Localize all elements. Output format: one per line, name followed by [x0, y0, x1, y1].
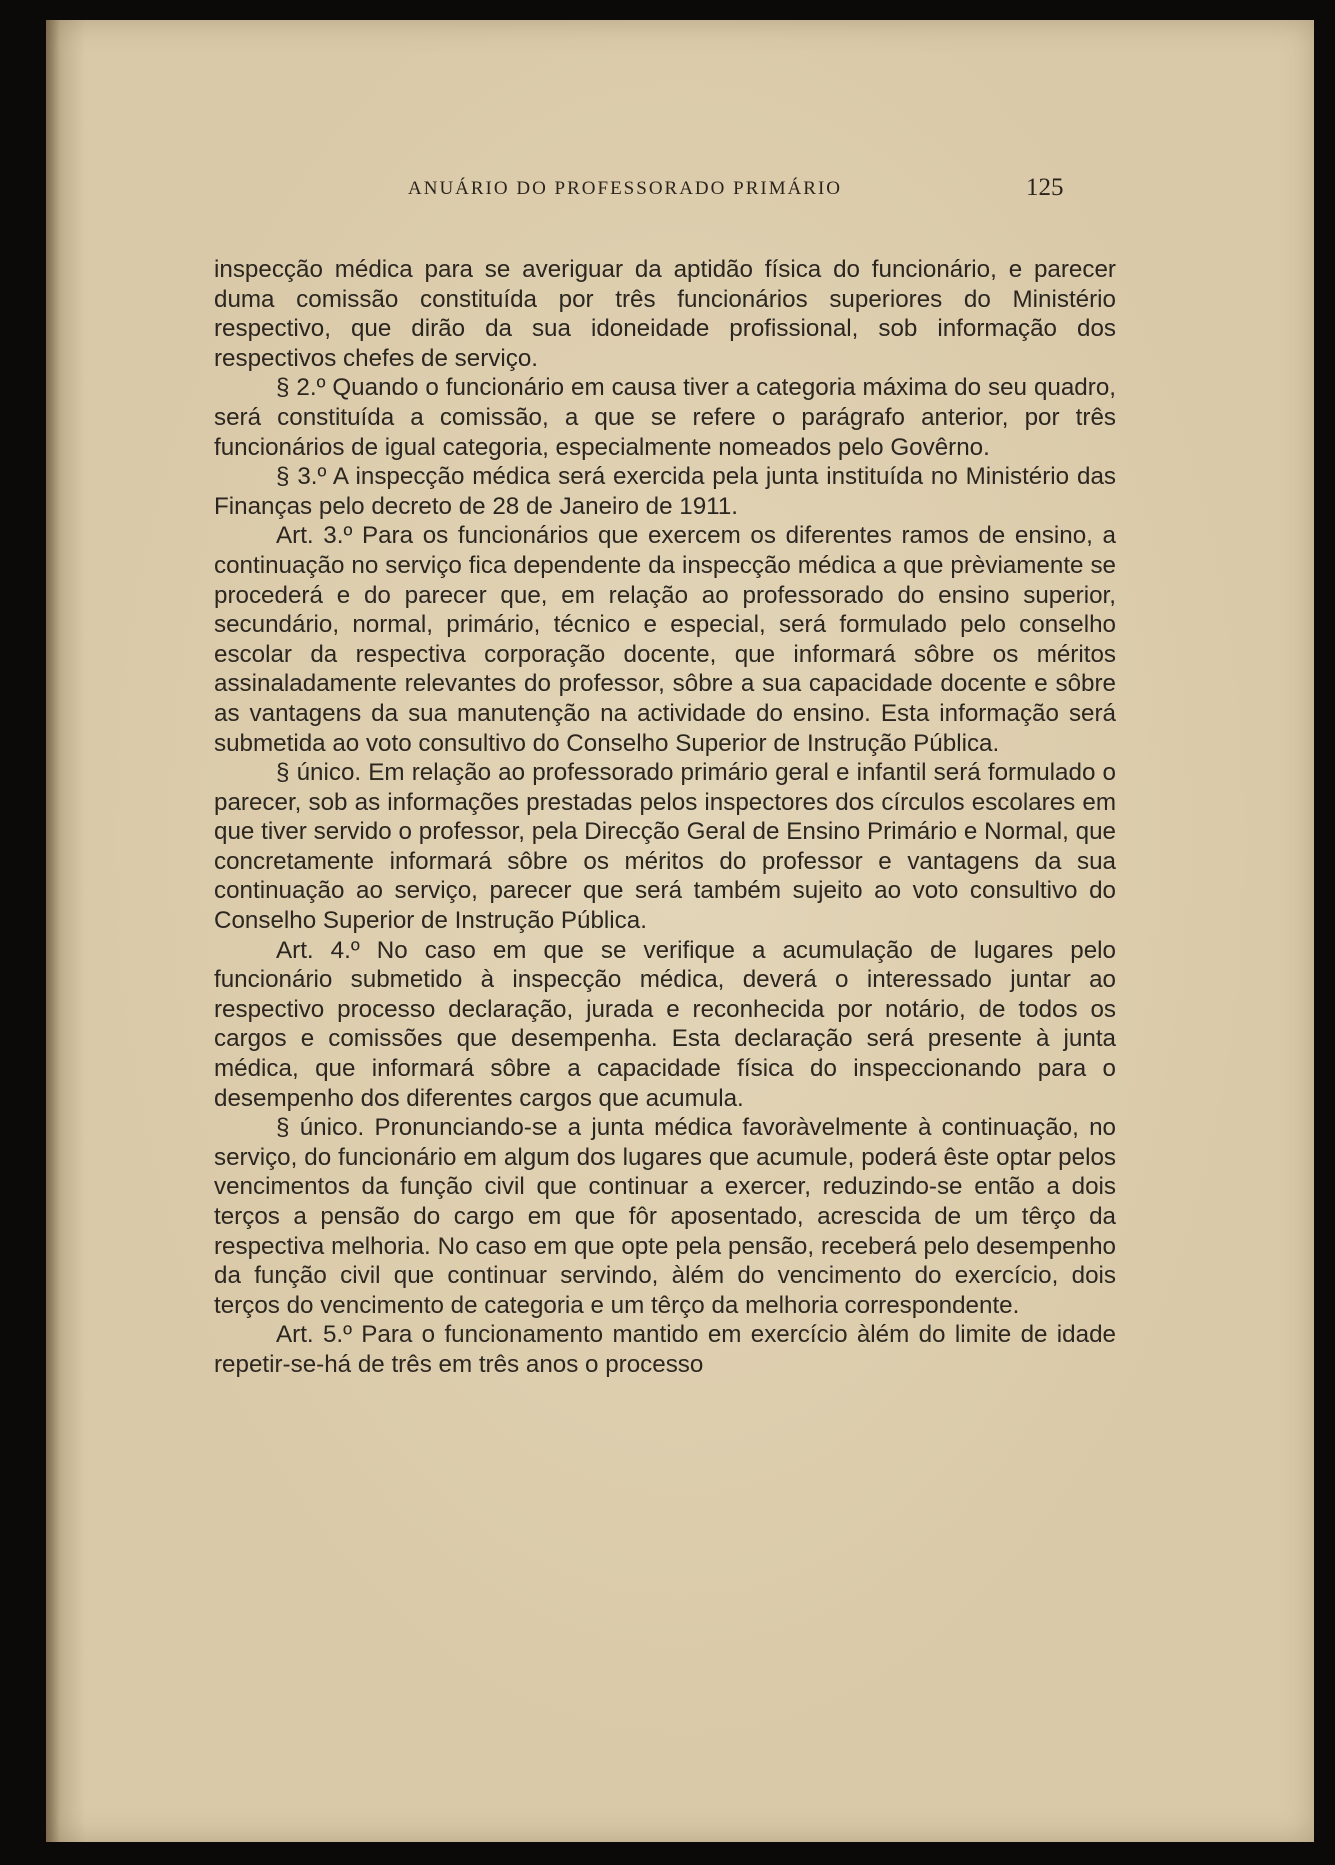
- body-text: [214, 255, 1116, 1380]
- paragraph-3: § 3.º A inspecção médica será exercida pela junta instituída no Ministério das Finanças pelo decreto de 28 de Janeiro de 1911.: [214, 463, 1116, 520]
- page-number: 125: [1026, 174, 1064, 201]
- paragraph-7: § único. Pronunciando-se a junta médica favoràvelmente à continuação, no serviço, do funcionário em algum dos lugares que acumule, poderá êste optar pelos vencimentos da função civil que continuar a exercer, reduzindo-se então a dois terços a pensão do cargo em que fôr aposentado, acrescida de um têrço da respectiva melhoria. No caso em que opte pela pensão, receberá pelo desempenho da função civil que continuar servindo, àlém do vencimento do exercício, dois terços do vencimento de categoria e um têrço da melhoria correspondente.: [214, 1114, 1116, 1319]
- page-header: [46, 170, 1314, 210]
- paragraph-1: inspecção médica para se averiguar da aptidão física do funcionário, e parecer duma comissão constituída por três funcionários superiores do Ministério respectivo, que dirão da sua idoneidade profissional, sob informação dos respectivos chefes de serviço.: [214, 256, 1116, 372]
- paragraph-4: Art. 3.º Para os funcionários que exercem os diferentes ramos de ensino, a continuação no serviço fica dependente da inspecção médica a que prèviamente se procederá e do parecer que, em relação ao professorado do ensino superior, secundário, normal, primário, técnico e especial, será formulado pelo conselho escolar da respectiva corporação docente, que informará sôbre os méritos assinaladamente relevantes do professor, sôbre a sua capacidade docente e sôbre as vantagens da sua manutenção na actividade do ensino. Esta informação será submetida ao voto consultivo do Conselho Superior de Instrução Pública.: [214, 522, 1116, 757]
- book-page: [46, 20, 1314, 1842]
- paragraph-5: § único. Em relação ao professorado primário geral e infantil será formulado o parecer, sob as informações prestadas pelos inspectores dos círculos escolares em que tiver servido o professor, pela Direcção Geral de Ensino Primário e Normal, que concretamente informará sôbre os méritos do professor e vantagens da sua continuação ao serviço, parecer que será também sujeito ao voto consultivo do Conselho Superior de Instrução Pública.: [214, 759, 1116, 935]
- page-spine-shadow: [46, 20, 60, 1842]
- paragraph-8: Art. 5.º Para o funcionamento mantido em exercício àlém do limite de idade repetir-se-há de três em três anos o processo: [214, 1321, 1116, 1378]
- paragraph-6: Art. 4.º No caso em que se verifique a acumulação de lugares pelo funcionário submetido à inspecção médica, deverá o interessado juntar ao respectivo processo declaração, jurada e reconhecida por notário, de todos os cargos e comissões que desempenha. Esta declaração será presente à junta médica, que informará sôbre a capacidade física do inspeccionando para o desempenho dos diferentes cargos que acumula.: [214, 936, 1116, 1112]
- paragraph-2: § 2.º Quando o funcionário em causa tiver a categoria máxima do seu quadro, será constituída a comissão, a que se refere o parágrafo anterior, por três funcionários de igual categoria, especialmente nomeados pelo Govêrno.: [214, 374, 1116, 461]
- running-title: ANUÁRIO DO PROFESSORADO PRIMÁRIO: [408, 178, 843, 199]
